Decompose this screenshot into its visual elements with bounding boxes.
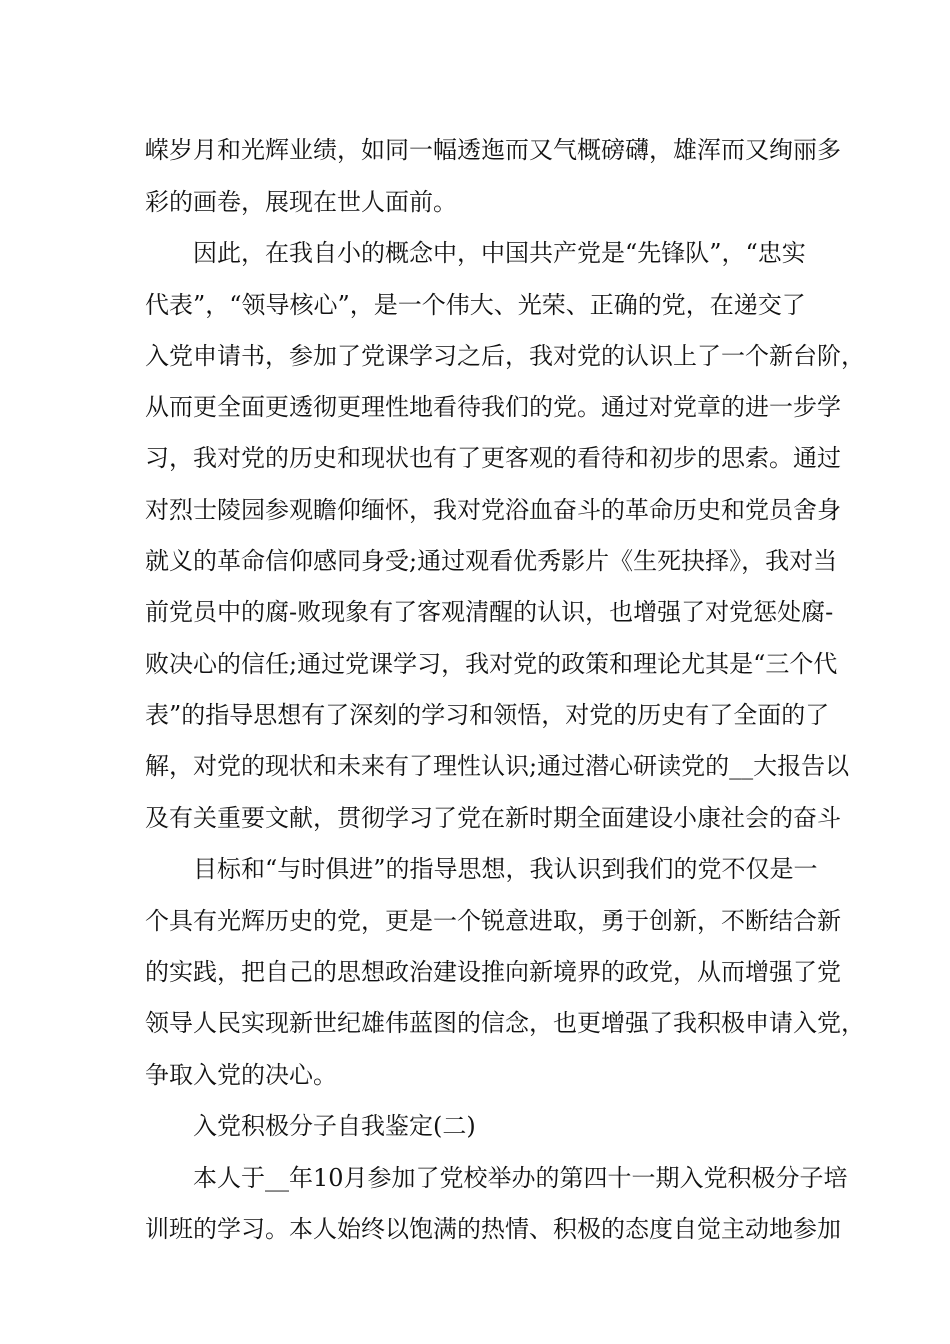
text-line: 彩的画卷，展现在世人面前。 xyxy=(145,188,457,216)
text-line: 代表”，“领导核心”，是一个伟大、光荣、正确的党，在递交了 xyxy=(145,291,806,319)
paragraph-start-line: 本人于__年10月参加了党校举办的第四十一期入党积极分子培 xyxy=(193,1164,848,1192)
text-line: 前党员中的腐-败现象有了客观清醒的认识，也增强了对党惩处腐- xyxy=(145,598,834,626)
text-line: 及有关重要文献，贯彻学习了党在新时期全面建设小康社会的奋斗 xyxy=(145,804,841,832)
text-line: 嵘岁月和光辉业绩，如同一幅透迤而又气概磅礴，雄浑而又绚丽多 xyxy=(145,136,841,164)
text-line: 就义的革命信仰感同身受;通过观看优秀影片《生死抉择》，我对当 xyxy=(145,547,838,575)
text-line: 入党申请书，参加了党课学习之后，我对党的认识上了一个新台阶， xyxy=(145,342,865,370)
text-line: 解，对党的现状和未来有了理性认识;通过潜心研读党的__大报告以 xyxy=(145,752,850,780)
text-line: 习，我对党的历史和现状也有了更客观的看待和初步的思索。通过 xyxy=(145,444,841,472)
paragraph-start-line: 因此，在我自小的概念中，中国共产党是“先锋队”，“忠实 xyxy=(193,239,806,267)
text-line: 表”的指导思想有了深刻的学习和领悟，对党的历史有了全面的了 xyxy=(145,701,830,729)
text-line: 从而更全面更透彻更理性地看待我们的党。通过对党章的进一步学 xyxy=(145,393,841,421)
text-line: 败决心的信任;通过党课学习，我对党的政策和理论尤其是“三个代 xyxy=(145,650,838,678)
text-line: 个具有光辉历史的党，更是一个锐意进取，勇于创新，不断结合新 xyxy=(145,907,841,935)
text-line: 训班的学习。本人始终以饱满的热情、积极的态度自觉主动地参加 xyxy=(145,1215,841,1243)
paragraph-start-line: 目标和“与时俱进”的指导思想，我认识到我们的党不仅是一 xyxy=(193,855,818,883)
text-line: 领导人民实现新世纪雄伟蓝图的信念，也更增强了我积极申请入党， xyxy=(145,1009,865,1037)
text-line: 的实践，把自己的思想政治建设推向新境界的政党，从而增强了党 xyxy=(145,958,841,986)
text-line: 对烈士陵园参观瞻仰缅怀，我对党浴血奋斗的革命历史和党员舍身 xyxy=(145,496,841,524)
section-heading: 入党积极分子自我鉴定(二) xyxy=(193,1112,476,1140)
text-line: 争取入党的决心。 xyxy=(145,1061,337,1089)
